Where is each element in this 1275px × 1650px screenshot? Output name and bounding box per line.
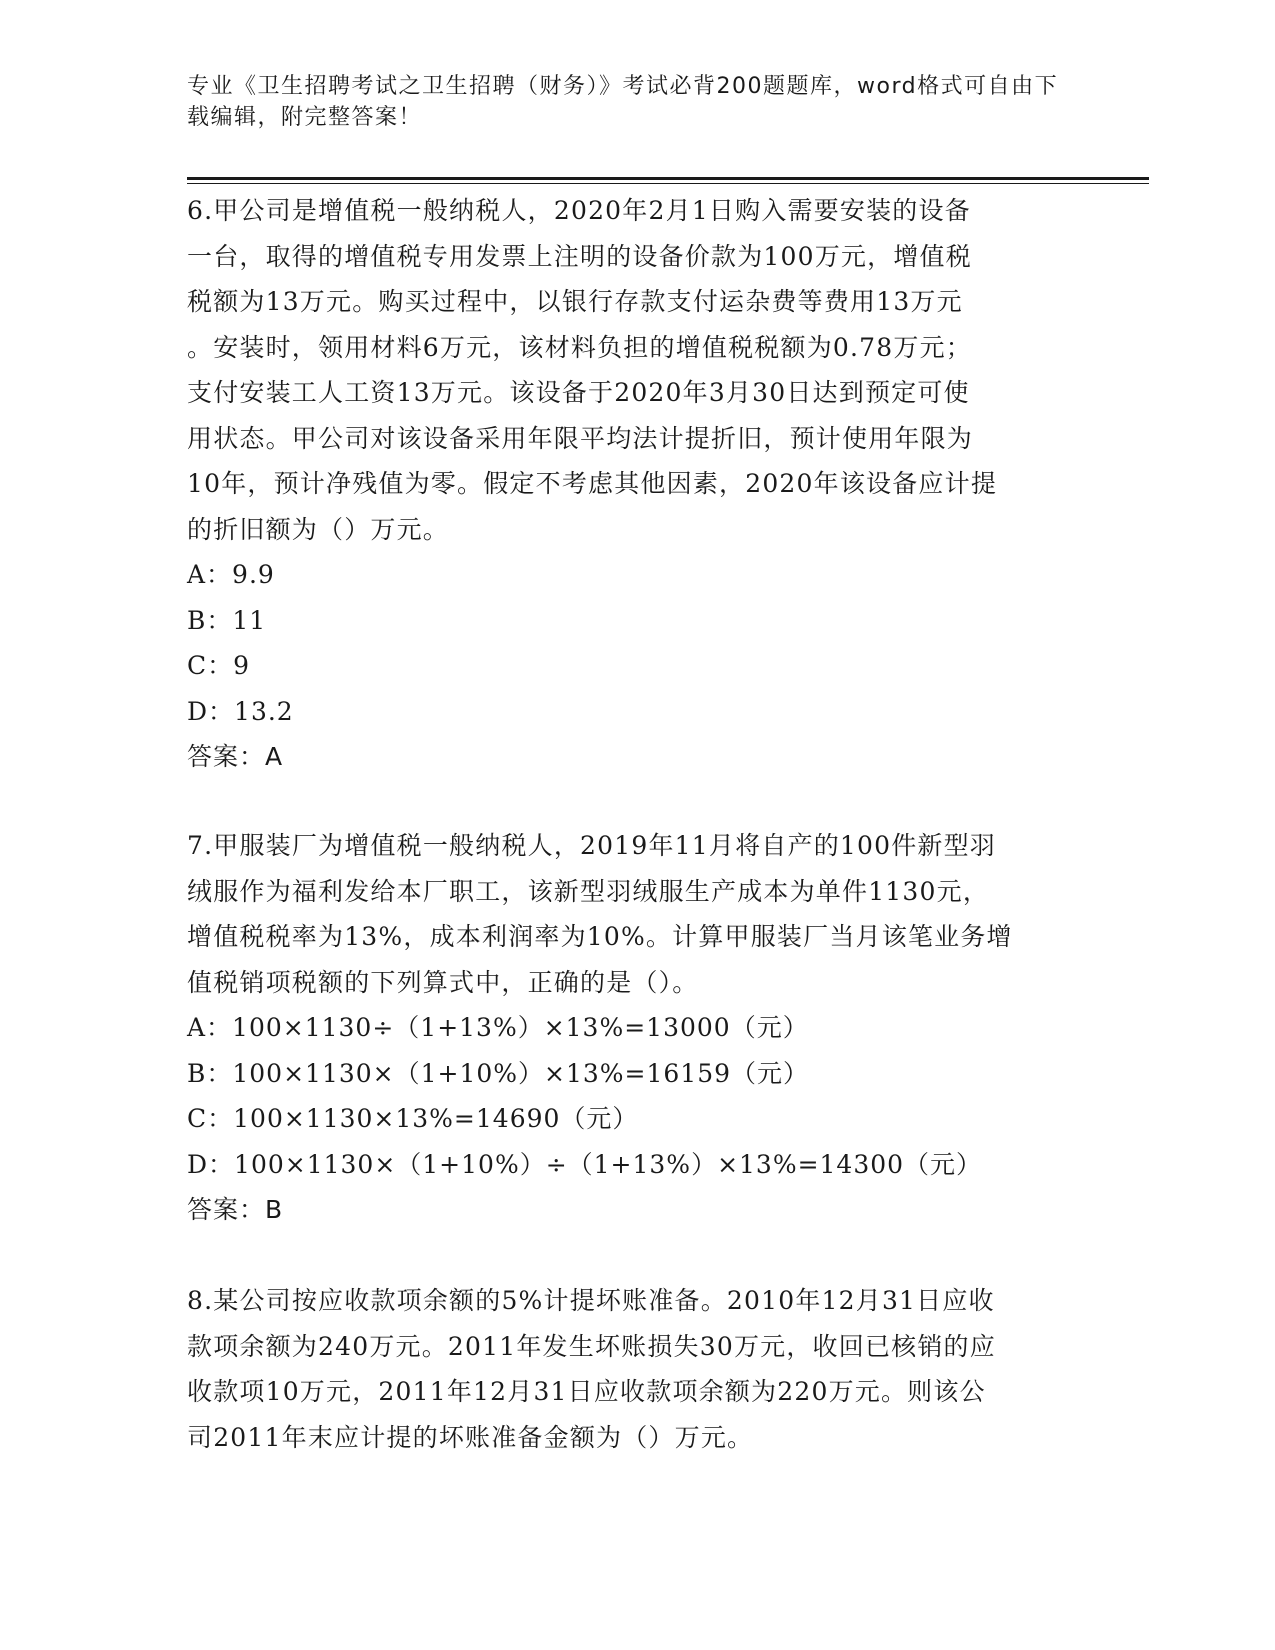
option-b: B：100×1130×（1+10%）×13%=16159（元）	[187, 1058, 810, 1088]
header-divider-thick	[187, 177, 1149, 180]
option-d: D：13.2	[187, 696, 294, 726]
option-c: C：9	[187, 651, 251, 680]
question-7	[187, 823, 1087, 1233]
header-divider-thin	[187, 183, 1149, 184]
answer: 答案：B	[187, 1195, 284, 1224]
option-a: A：9.9	[187, 560, 275, 589]
option-b: B：11	[187, 605, 267, 635]
question-text: 7.甲服装厂为增值税一般纳税人，2019年11月将自产的100件新型羽 绒服作为福利发给本厂职工，该新型羽绒服生产成本为单件1130元， 增值税税率为13%，成本利润率为10%。计算甲服装厂当月该笔业务增 值税销项税额的下列算式中，正确的是（）。	[187, 831, 1013, 997]
question-8	[187, 1278, 1087, 1460]
question-6	[187, 188, 1087, 780]
option-c: C：100×1130×13%=14690（元）	[187, 1104, 639, 1133]
option-d: D：100×1130×（1+10%）÷（1+13%）×13%=14300（元）	[187, 1149, 983, 1179]
document-header: 专业《卫生招聘考试之卫生招聘（财务）》考试必背200题题库，word格式可自由下载编辑，附完整答案！	[187, 74, 1059, 130]
option-a: A：100×1130÷（1+13%）×13%=13000（元）	[187, 1013, 809, 1042]
question-text: 8.某公司按应收款项余额的5%计提坏账准备。2010年12月31日应收 款项余额为240万元。2011年发生坏账损失30万元，收回已核销的应 收款项10万元，2011年12月31日应收款项余额为220万元。则该公 司2011年末应计提的坏账准备金额为（）万元。	[187, 1286, 996, 1452]
answer: 答案：A	[187, 742, 284, 771]
question-text: 6.甲公司是增值税一般纳税人，2020年2月1日购入需要安装的设备 一台，取得的增值税专用发票上注明的设备价款为100万元，增值税 税额为13万元。购买过程中，以银行存款支付运杂费等费用13万元 。安装时，领用材料6万元，该材料负担的增值税税额为0.78万元； 支付安装工人工资13万元。该设备于2020年3月30日达到预定可使 用状态。甲公司对该设备采用年限平均法计提折旧，预计使用年限为 10年，预计净残值为零。假定不考虑其他因素，2020年该设备应计提 的折旧额为（）万元。	[187, 196, 998, 544]
